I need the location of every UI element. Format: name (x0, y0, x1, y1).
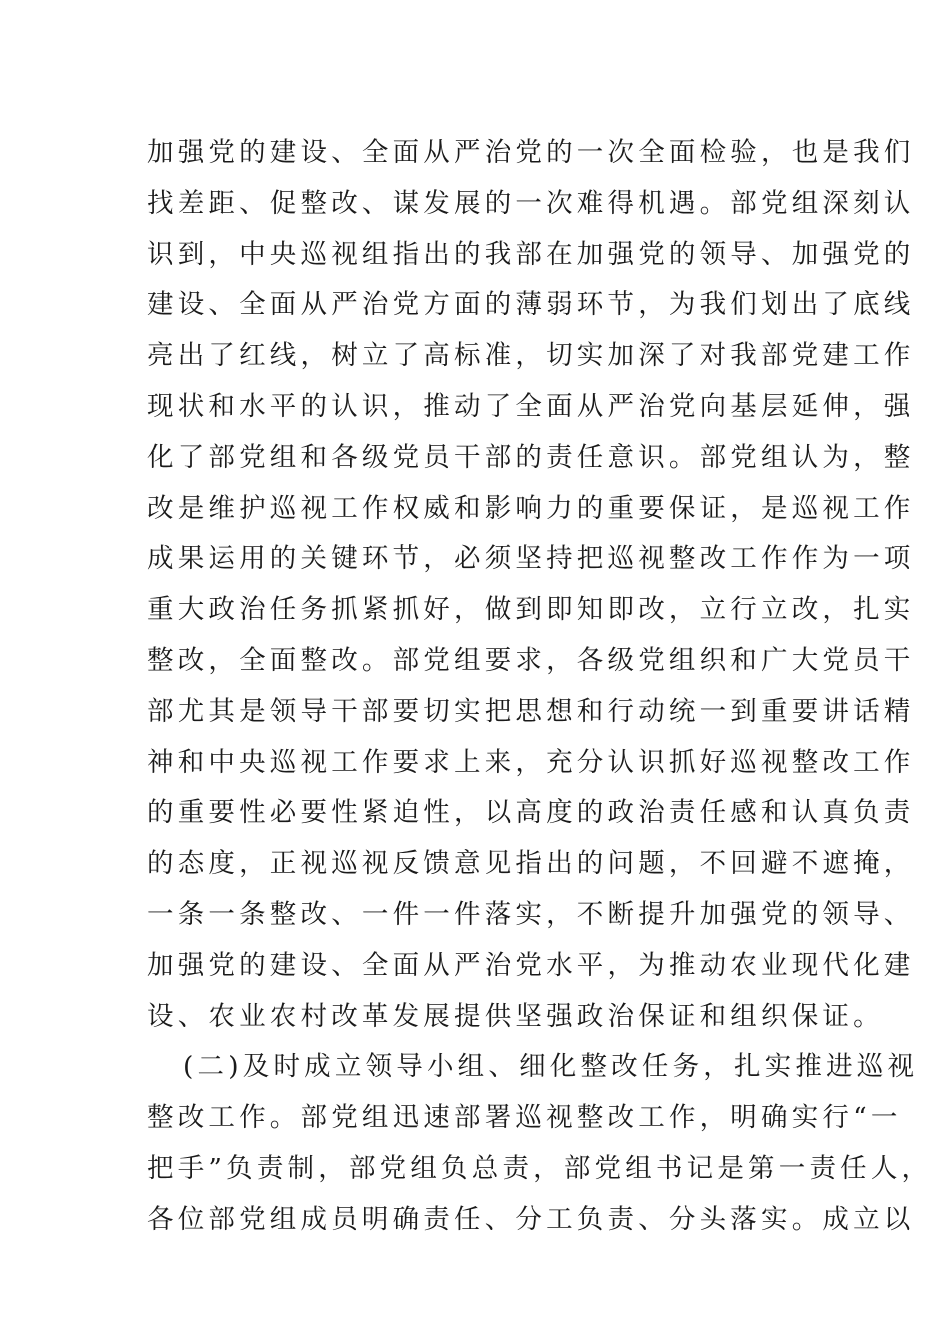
text-line: 改是维护巡视工作权威和影响力的重要保证，是巡视工作 (147, 492, 915, 524)
text-line: 重大政治任务抓紧抓好，做到即知即改，立行立改，扎实 (147, 594, 915, 626)
text-line: 把手”负责制，部党组负总责，部党组书记是第一责任人， (147, 1152, 933, 1184)
text-line: 一条一条整改、一件一件落实，不断提升加强党的领导、 (147, 898, 915, 930)
text-line: 的重要性必要性紧迫性，以高度的政治责任感和认真负责 (147, 797, 915, 829)
body-text (147, 128, 933, 1246)
section-heading-line: (二)及时成立领导小组、细化整改任务，扎实推进巡视 (183, 1051, 919, 1083)
text-line: 现状和水平的认识，推动了全面从严治党向基层延伸，强 (147, 390, 915, 422)
text-line: 设、农业农村改革发展提供坚强政治保证和组织保证。 (147, 1000, 884, 1032)
text-line: 找差距、促整改、谋发展的一次难得机遇。部党组深刻认 (147, 187, 915, 219)
text-line: 的态度，正视巡视反馈意见指出的问题，不回避不遮掩， (147, 848, 915, 880)
text-line: 部尤其是领导干部要切实把思想和行动统一到重要讲话精 (147, 695, 915, 727)
text-line: 加强党的建设、全面从严治党水平，为推动农业现代化建 (147, 949, 915, 981)
text-line: 识到，中央巡视组指出的我部在加强党的领导、加强党的 (147, 238, 915, 270)
text-line: 整改工作。部党组迅速部署巡视整改工作，明确实行“一 (147, 1102, 902, 1134)
text-line: 建设、全面从严治党方面的薄弱环节，为我们划出了底线 (147, 289, 915, 321)
text-line: 成果运用的关键环节，必须坚持把巡视整改工作作为一项 (147, 543, 915, 575)
text-line: 加强党的建设、全面从严治党的一次全面检验，也是我们 (147, 137, 915, 168)
text-line: 亮出了红线，树立了高标准，切实加深了对我部党建工作 (147, 340, 915, 372)
text-line: 化了部党组和各级党员干部的责任意识。部党组认为，整 (147, 441, 915, 473)
text-line: 各位部党组成员明确责任、分工负责、分头落实。成立以 (147, 1203, 915, 1235)
text-line: 整改，全面整改。部党组要求，各级党组织和广大党员干 (147, 644, 915, 676)
text-line: 神和中央巡视工作要求上来，充分认识抓好巡视整改工作 (147, 746, 915, 778)
